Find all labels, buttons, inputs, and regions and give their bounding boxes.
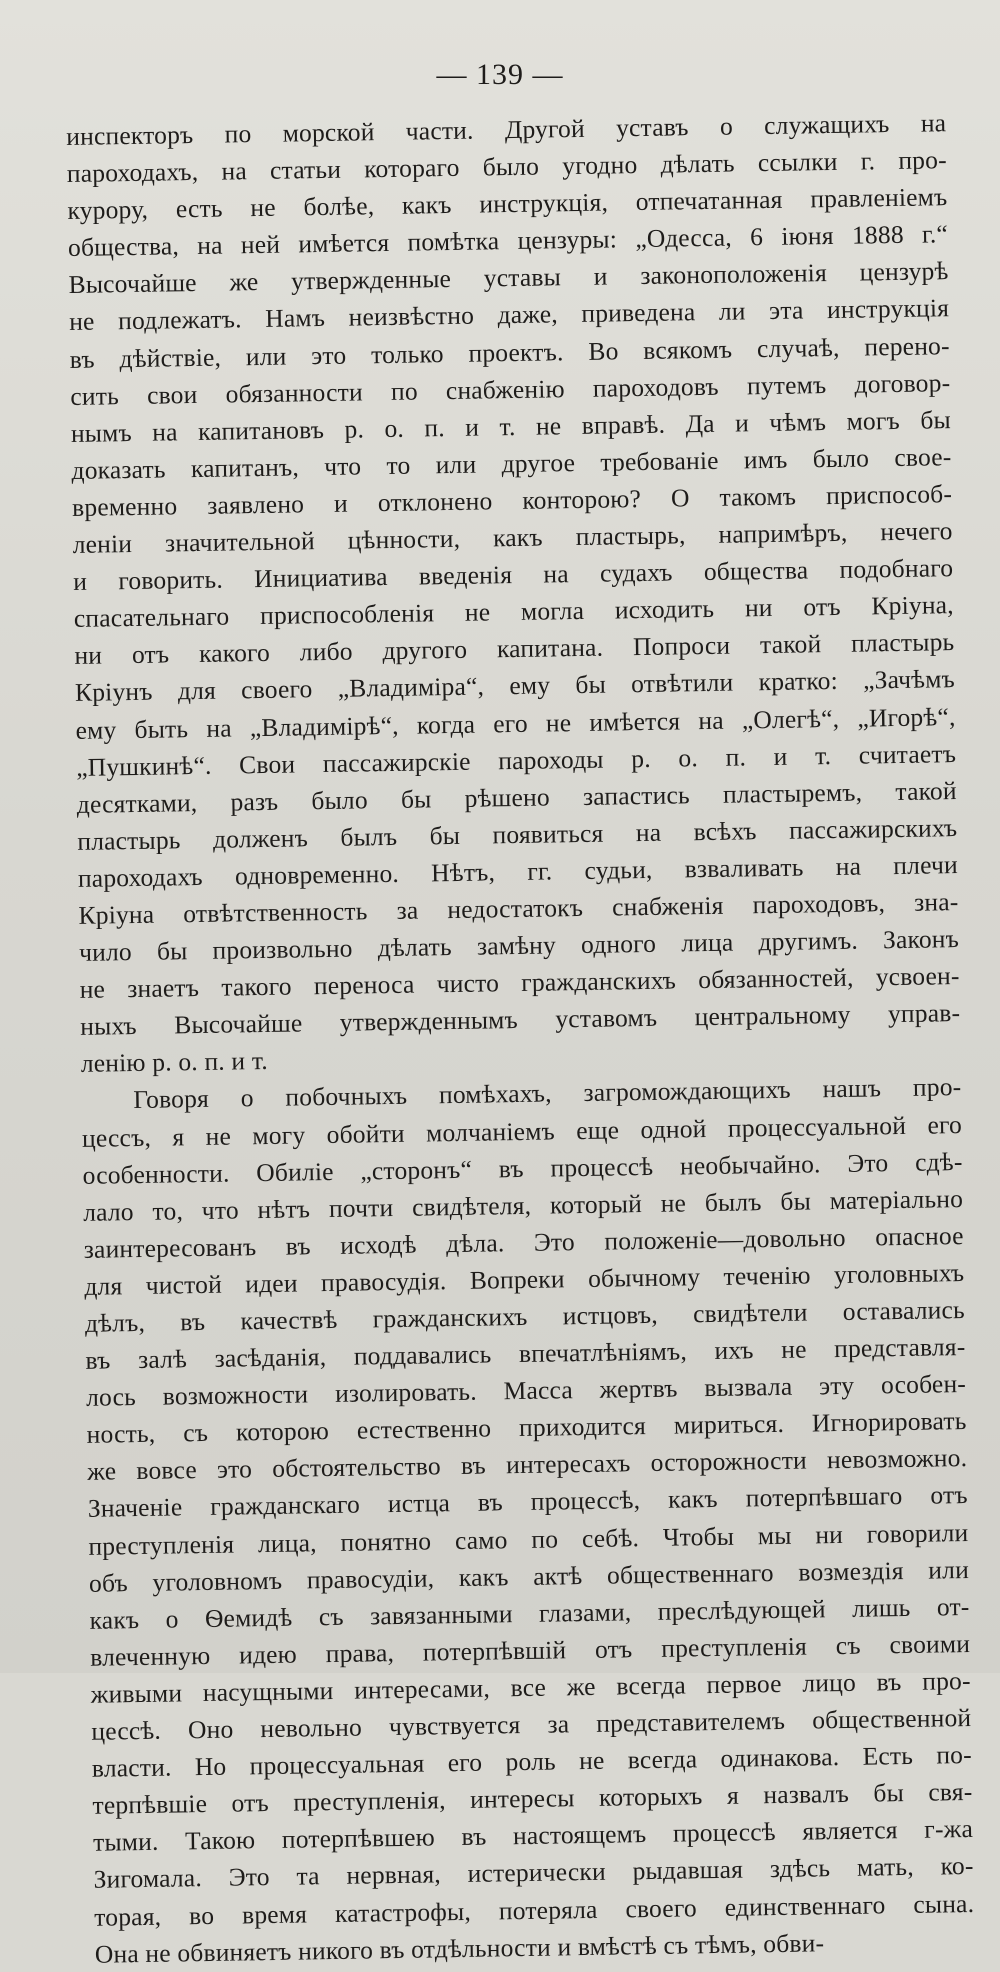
- text-line: ныхъ Высочайше утвержденнымъ уставомъ центральному управ-: [80, 998, 961, 1042]
- text-line: лало то, что нѣтъ почти свидѣтеля, который не былъ бы матеріально: [82, 1183, 964, 1227]
- text-line: спасательнаго приспособленія не могла исходить ни отъ Кріуна,: [73, 590, 954, 634]
- text-line: Кріунъ для своего „Владиміра“, ему бы отвѣтили кратко: „Зачѣмъ: [74, 664, 956, 708]
- text-line: какъ о Ѳемидѣ съ завязанными глазами, преслѣдующей лишь от-: [89, 1591, 970, 1635]
- text-line: лось возможности изолировать. Масса жертвъ вызвала эту особен-: [85, 1369, 967, 1413]
- text-line: нымъ на капитановъ р. о. п. и т. не вправѣ. Да и чѣмъ могъ бы: [70, 404, 952, 448]
- text-line: власти. Но процессуальная его роль не всегда одинакова. Есть по-: [91, 1740, 973, 1783]
- text-line: пароходахъ одновременно. Нѣтъ, гг. судьи, взваливать на плечи: [77, 849, 959, 893]
- text-line: временно заявлено и отклонено конторою? О такомъ приспособ-: [71, 479, 953, 522]
- text-line: живыми насущными интересами, все же всегда первое лицо въ про-: [90, 1665, 971, 1709]
- text-line: не подлежатъ. Намъ неизвѣстно даже, приведена ли эта инструкція: [68, 293, 950, 337]
- text-line: и говорить. Инициатива введенія на судахъ общества подобнаго: [73, 553, 954, 597]
- text-line: Она не обвиняетъ никого въ отдѣльности и вмѣстѣ съ тѣмъ, обви-: [94, 1927, 825, 1969]
- text-line: цессъ, я не могу обойти молчаніемъ еще одной процессуальной его: [81, 1109, 963, 1153]
- text-line: же вовсе это обстоятельство въ интересахъ осторожности невозможно.: [87, 1443, 968, 1487]
- text-line: сить свои обязанности по снабженію пароходовъ путемъ договор-: [70, 367, 951, 411]
- text-line: дѣлъ, въ качествѣ гражданскихъ истцовъ, свидѣтели оставались: [84, 1295, 966, 1338]
- page-number: — 139 —: [436, 58, 564, 91]
- text-line: торая, во время катастрофы, потеряла своего единственнаго сына.: [94, 1888, 975, 1932]
- text-line: терпѣвшіе отъ преступленія, интересы которыхъ я назвалъ бы свя-: [92, 1777, 973, 1821]
- text-line: Значеніе гражданскаго истца въ процессѣ, какъ потерпѣвшаго отъ: [87, 1480, 968, 1524]
- text-line: влеченную идею права, потерпѣвшій отъ преступленія съ своими: [89, 1628, 971, 1672]
- text-line: не знаетъ такого переноса чисто гражданскихъ обязанностей, усвоен-: [79, 961, 960, 1005]
- text-line: Зигомала. Это та нервная, истерически рыдавшая здѣсь мать, ко-: [93, 1851, 974, 1895]
- text-line: Кріуна отвѣтственность за недостатокъ снабженія пароходовъ, зна-: [78, 887, 959, 930]
- text-line: заинтересованъ въ исходѣ дѣла. Это положеніе—довольно опасное: [83, 1220, 964, 1264]
- text-line: курору, есть не болѣе, какъ инструкція, отпечатанная правленіемъ: [67, 182, 948, 226]
- text-line: ность, съ которою естественно приходится мириться. Игнорировать: [86, 1406, 967, 1450]
- text-line: пластырь долженъ былъ бы появиться на всѣхъ пассажирскихъ: [77, 812, 958, 856]
- text-line: цессѣ. Оно невольно чувствуется за представителемъ общественной: [91, 1703, 972, 1746]
- text-line: Говоря о побочныхъ помѣхахъ, загромождающихъ нашъ про-: [133, 1072, 962, 1115]
- text-line: ленію р. о. п. и т.: [80, 1046, 269, 1079]
- text-line: инспекторъ по морской части. Другой уставъ о служащихъ на: [66, 108, 947, 151]
- text-line: чило бы произвольно дѣлать замѣну одного лица другимъ. Законъ: [78, 924, 960, 967]
- text-line: пароходахъ, на статьи котораго было угодно дѣлать ссылки г. про-: [66, 145, 947, 189]
- text-line: ему быть на „Владимірѣ“, когда его не имѣется на „Олегѣ“, „Игорѣ“,: [75, 701, 956, 745]
- text-line: въ залѣ засѣданія, поддавались впечатлѣніямъ, ихъ не представля-: [85, 1332, 966, 1375]
- text-line: доказать капитанъ, что то или другое требованіе имъ было свое-: [71, 441, 952, 485]
- text-line: для чистой идеи правосудія. Вопреки обычному теченію уголовныхъ: [84, 1257, 965, 1301]
- text-line: „Пушкинѣ“. Свои пассажирскіе пароходы р. о. п. и т. считаетъ: [75, 738, 957, 782]
- text-line: объ уголовномъ правосудіи, какъ актѣ общественнаго возмездія или: [88, 1554, 970, 1598]
- text-line: особенности. Обиліе „сторонъ“ въ процессѣ необычайно. Это сдѣ-: [82, 1146, 963, 1190]
- text-line: тыми. Такою потерпѣвшею въ настоящемъ процессѣ является г-жа: [92, 1814, 974, 1858]
- text-line: десятками, разъ было бы рѣшено запастись пластыремъ, такой: [76, 775, 957, 819]
- text-line: Высочайше же утвержденные уставы и законоположенія цензурѣ: [68, 256, 949, 300]
- text-line: преступленія лица, понятно само по себѣ. Чтобы мы ни говорили: [88, 1517, 969, 1561]
- text-line: общества, на ней имѣется помѣтка цензуры: „Одесса, 6 іюня 1888 г.“: [67, 219, 949, 263]
- body-text: [66, 104, 975, 1972]
- text-line: ни отъ какого либо другого капитана. Попроси такой пластырь: [74, 627, 955, 671]
- text-line: леніи значительной цѣнности, какъ пластырь, напримѣръ, нечего: [72, 516, 953, 559]
- text-line: въ дѣйствіе, или это только проектъ. Во всякомъ случаѣ, перено-: [69, 330, 950, 374]
